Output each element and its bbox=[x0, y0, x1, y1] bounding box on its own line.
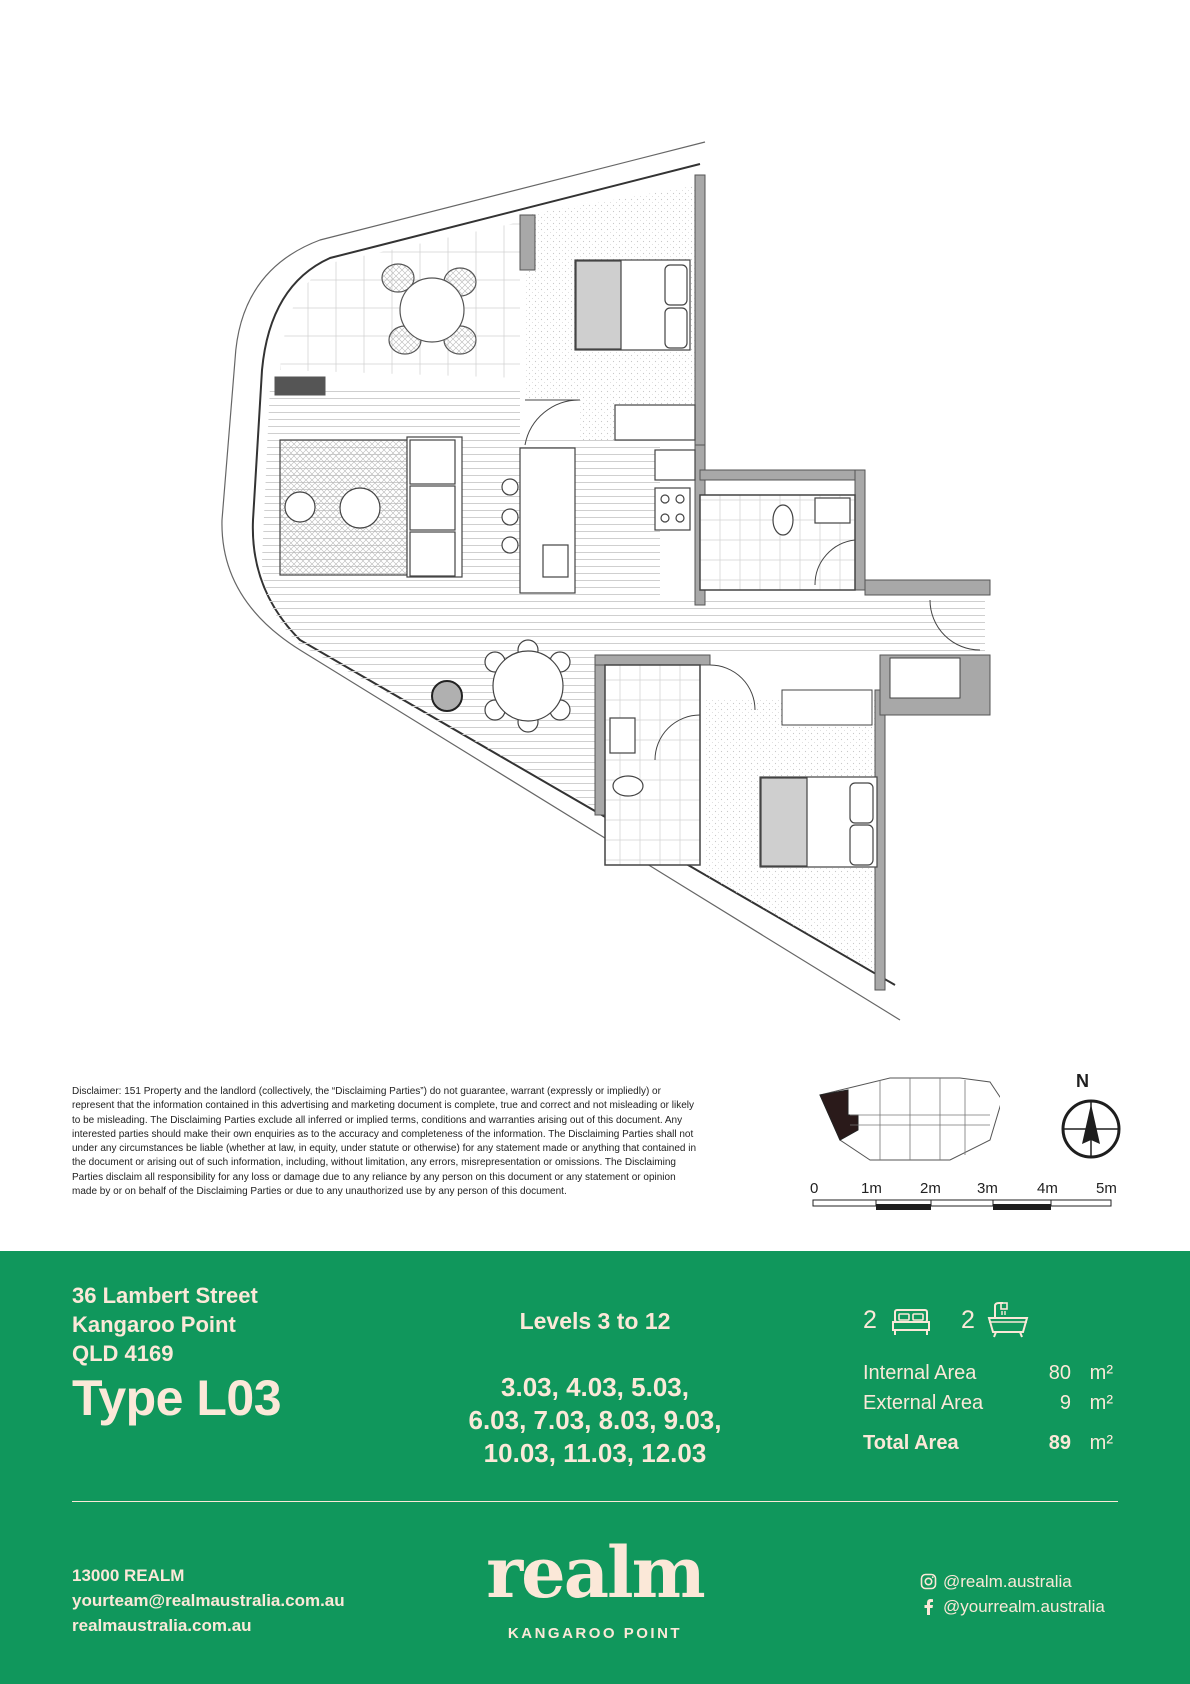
units-line: 6.03, 7.03, 8.03, 9.03, bbox=[468, 1405, 722, 1435]
email-link[interactable]: yourteam@realmaustralia.com.au bbox=[72, 1591, 345, 1610]
area-label: External Area bbox=[863, 1392, 984, 1414]
facebook-icon bbox=[920, 1598, 937, 1615]
area-table bbox=[863, 1362, 1113, 1462]
area-label: Internal Area bbox=[863, 1362, 977, 1384]
address-line: QLD 4169 bbox=[72, 1341, 174, 1366]
area-unit: m² bbox=[1089, 1362, 1113, 1384]
website-link[interactable]: realmaustralia.com.au bbox=[72, 1616, 252, 1635]
instagram-link[interactable] bbox=[920, 1569, 1105, 1594]
units-line: 10.03, 11.03, 12.03 bbox=[483, 1438, 707, 1468]
scale-label: 4m bbox=[1037, 1180, 1058, 1197]
bedroom-count: 2 bbox=[863, 1306, 877, 1334]
scale-label: 1m bbox=[861, 1180, 882, 1197]
living-rug bbox=[280, 440, 410, 575]
area-unit: m² bbox=[1089, 1432, 1113, 1454]
logo-subtitle: KANGAROO POINT bbox=[507, 1625, 683, 1642]
key-plan bbox=[810, 1070, 1000, 1170]
area-value: 9 bbox=[1059, 1392, 1071, 1414]
bathroom-2 bbox=[605, 665, 700, 865]
disclaimer-text: Disclaimer: 151 Property and the landlord (collectively, the “Disclaiming Parties”) do not guarantee, warrant (expressly or impliedly) or represent that the information contained in this advertising and marketing document is complete, true and correct and not misleading or likely to be misleading. The Disclaiming Parties exclude all inferred or implied terms, conditions and warranties arising out of this document. Any interested parties should make their own enquiries as to the accuracy and completeness of the information. The Disclaiming Parties shall not under any circumstances be liable (whether at law, in equity, under statute or otherwise) for any statement made or anything that contained in the document or arising out of such information, including, without limitation, any errors, misrepresentation or omissions. The Disclaiming Parties disclaim all responsibility for any loss or damage due to any reliance by any person on this document or any statement or opinion made by or on behalf of the Disclaiming Parties or due to any unauthorized use by any person of this document. bbox=[72, 1086, 697, 1198]
type-title: Type L03 bbox=[72, 1370, 282, 1426]
social-links bbox=[920, 1569, 1105, 1619]
facebook-link[interactable] bbox=[920, 1594, 1105, 1619]
realm-logo: realm bbox=[486, 1531, 704, 1614]
contact-details bbox=[72, 1563, 345, 1638]
area-row-internal bbox=[863, 1362, 1113, 1392]
footer-panel bbox=[0, 1251, 1190, 1684]
scale-label: 0 bbox=[810, 1180, 819, 1197]
address-line: 36 Lambert Street bbox=[72, 1283, 258, 1308]
column bbox=[432, 681, 462, 711]
room-counts bbox=[863, 1306, 1063, 1346]
footer-divider bbox=[72, 1501, 1118, 1502]
units-line: 3.03, 4.03, 5.03, bbox=[501, 1372, 689, 1402]
area-row-total bbox=[863, 1432, 1113, 1462]
facebook-handle: @yourrealm.australia bbox=[943, 1597, 1105, 1616]
bath-icon bbox=[987, 1302, 1029, 1338]
area-row-external bbox=[863, 1392, 1113, 1422]
bed-1 bbox=[575, 260, 690, 350]
address-line: Kangaroo Point bbox=[72, 1312, 236, 1337]
instagram-icon bbox=[920, 1573, 937, 1590]
area-unit: m² bbox=[1089, 1392, 1113, 1414]
instagram-handle: @realm.australia bbox=[943, 1572, 1072, 1591]
dining-table bbox=[485, 640, 570, 732]
area-value: 89 bbox=[1048, 1432, 1071, 1454]
units-list bbox=[420, 1371, 770, 1470]
phone-link[interactable]: 13000 REALM bbox=[72, 1566, 185, 1585]
sofa bbox=[407, 437, 462, 577]
address bbox=[72, 1281, 258, 1368]
area-value: 80 bbox=[1048, 1362, 1071, 1384]
scale-label: 3m bbox=[977, 1180, 998, 1197]
scale-label: 2m bbox=[920, 1180, 941, 1197]
north-label: N bbox=[1076, 1071, 1089, 1091]
bed-2 bbox=[760, 777, 877, 867]
levels-title: Levels 3 to 12 bbox=[519, 1308, 671, 1334]
scale-bar bbox=[812, 1198, 1112, 1212]
bathroom-count: 2 bbox=[961, 1306, 975, 1334]
compass-icon bbox=[1058, 1096, 1124, 1162]
scale-label: 5m bbox=[1096, 1180, 1117, 1197]
area-label: Total Area bbox=[863, 1432, 959, 1454]
bed-icon bbox=[891, 1308, 931, 1336]
balcony bbox=[280, 222, 520, 378]
stools bbox=[502, 479, 518, 553]
